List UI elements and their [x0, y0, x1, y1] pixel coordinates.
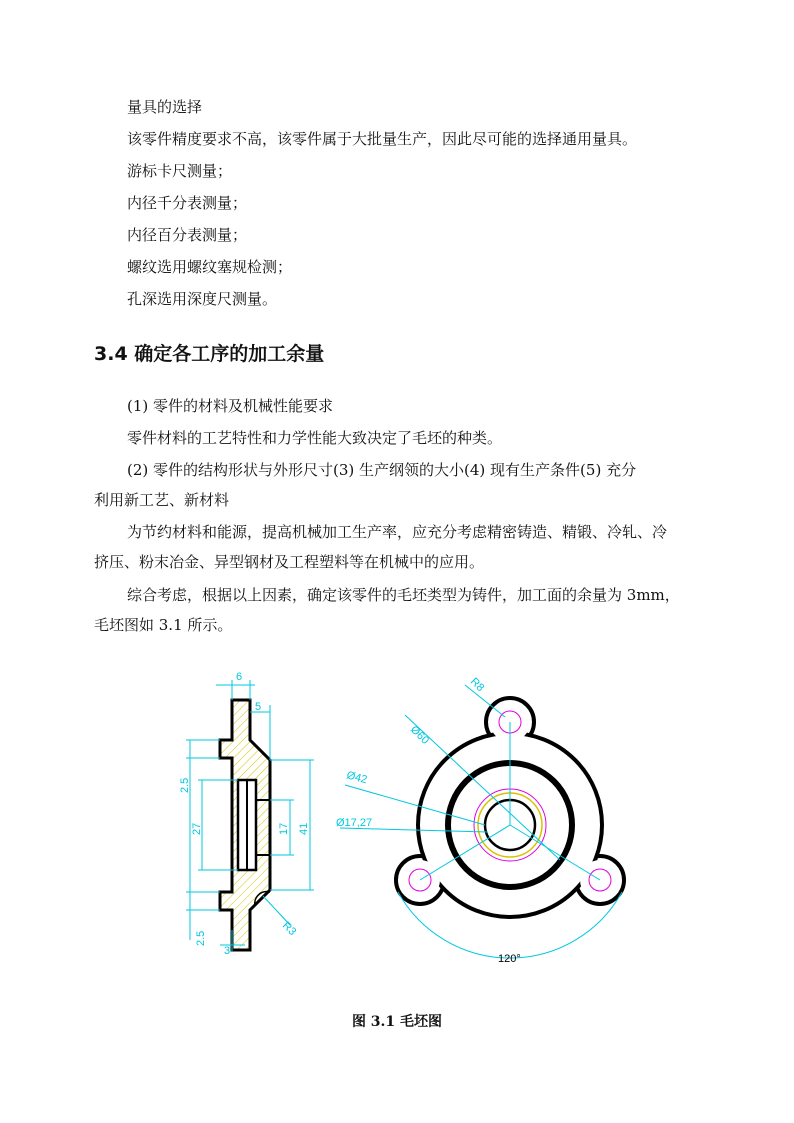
- dim-angle: 120°: [498, 953, 521, 965]
- section-heading: 3.4 确定各工序的加工余量: [94, 343, 325, 365]
- dim-2-5-top: 2.5: [179, 777, 191, 793]
- dim-6: 6: [236, 671, 243, 683]
- body-item-2-5-cont: 利用新工艺、新材料: [94, 491, 230, 509]
- dim-r8: R8: [467, 675, 487, 695]
- body-item-2-5: (2) 零件的结构形状与外形尺寸(3) 生产纲领的大小(4) 现有生产条件(5) 充分: [127, 461, 637, 479]
- dim-2-5-bot: 2.5: [195, 930, 207, 946]
- paragraph-depth-gauge: 孔深选用深度尺测量。: [127, 290, 278, 308]
- dim-41: 41: [298, 822, 310, 835]
- dim-phi60: Ø60: [407, 723, 432, 747]
- dim-27: 27: [191, 822, 203, 835]
- dim-phi42: Ø42: [345, 769, 369, 787]
- body-process-note-cont: 挤压、粉末冶金、异型钢材及工程塑料等在机械中的应用。: [94, 553, 485, 571]
- dim-phi17: Ø17,27: [336, 817, 373, 829]
- dim-3: 3: [224, 945, 231, 957]
- paragraph-dial-gauge: 内径百分表测量；: [127, 226, 248, 244]
- paragraph-vernier: 游标卡尺测量；: [127, 162, 233, 180]
- paragraph-thread-plug: 螺纹选用螺纹塞规检测；: [127, 258, 293, 276]
- paragraph-tool-selection-desc: 该零件精度要求不高，该零件属于大批量生产，因此尽可能的选择通用量具。: [127, 130, 638, 148]
- paragraph-tool-selection-title: 量具的选择: [127, 98, 203, 116]
- body-conclusion-cont: 毛坯图如 3.1 所示。: [94, 616, 233, 634]
- paragraph-micrometer: 内径千分表测量；: [127, 194, 248, 212]
- dim-17: 17: [278, 822, 290, 835]
- dim-r3: R3: [279, 919, 299, 939]
- body-item-1: (1) 零件的材料及机械性能要求: [127, 397, 334, 415]
- body-conclusion: 综合考虑，根据以上因素，确定该零件的毛坯类型为铸件，加工面的余量为 3mm，: [127, 586, 680, 604]
- body-process-note: 为节约材料和能源，提高机械加工生产率，应充分考虑精密铸造、精锻、冷轧、冷: [127, 523, 668, 541]
- body-material-note: 零件材料的工艺特性和力学性能大致决定了毛坯的种类。: [127, 429, 503, 447]
- section-view: [220, 700, 270, 950]
- blank-drawing: [170, 660, 650, 980]
- figure-caption: 图 3.1 毛坯图: [351, 1014, 443, 1030]
- dim-5: 5: [255, 701, 262, 713]
